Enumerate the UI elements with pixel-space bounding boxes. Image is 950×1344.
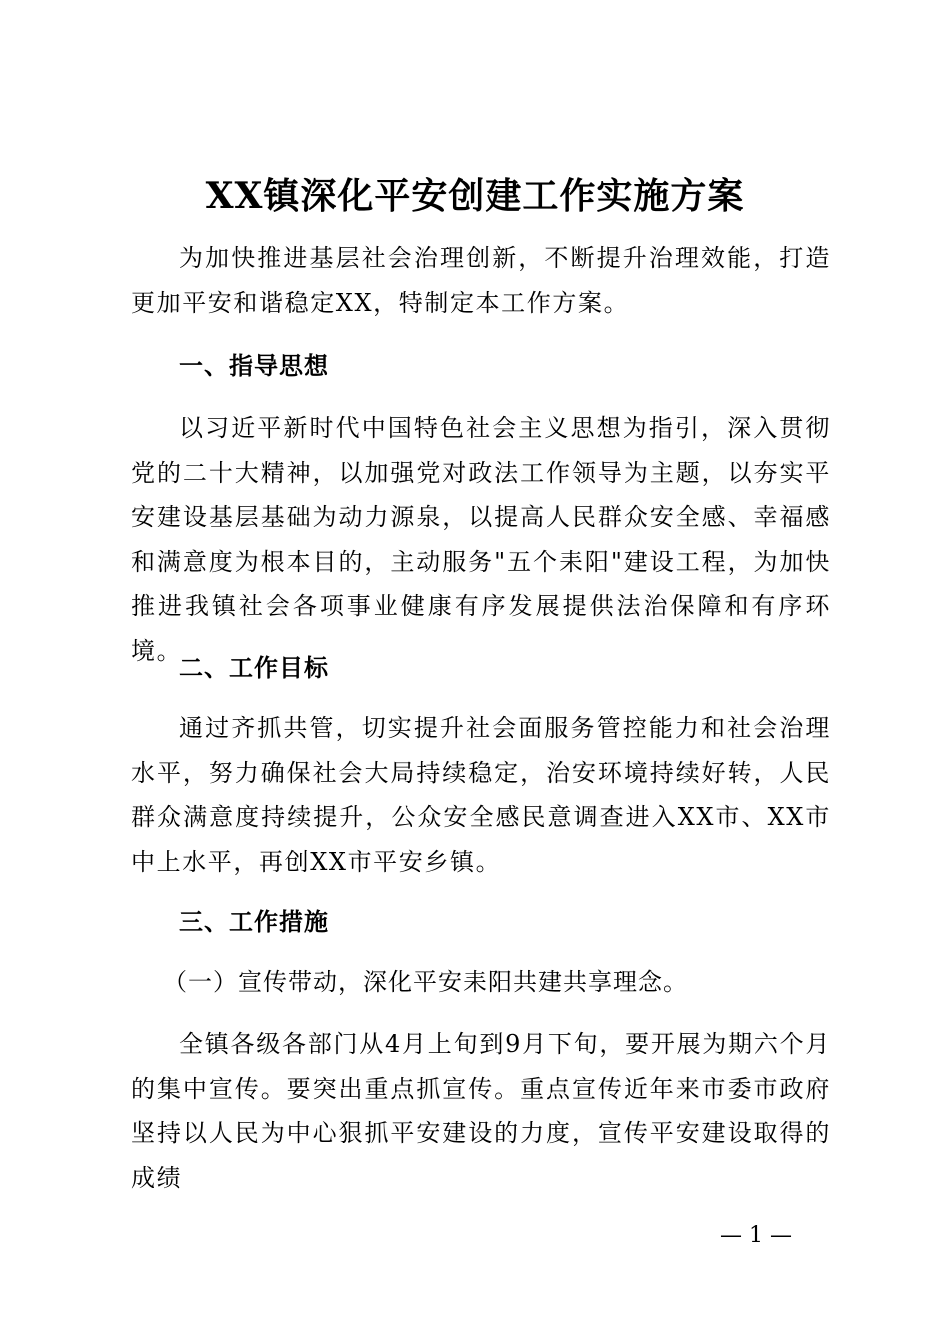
subsection-heading-publicity: （一）宣传带动，深化平安耒阳共建共享理念。 — [163, 968, 688, 996]
section-heading-work-goals: 二、工作目标 — [179, 654, 329, 682]
page-number: — 1 — — [720, 1223, 792, 1248]
guiding-ideology-paragraph: 以习近平新时代中国特色社会主义思想为指引，深入贯彻党的二十大精神，以加强党对政法工作领导为主题，以夯实平安建设基层基础为动力源泉，以提高人民群众安全感、幸福感和满意度为根本目的，主动服务"五个耒阳"建设工程，为加快推进我镇社会各项事业健康有序发展提供法治保障和有序环境。 — [131, 414, 831, 665]
intro-paragraph: 为加快推进基层社会治理创新，不断提升治理效能，打造更加平安和谐稳定XX，特制定本工作方案。 — [131, 244, 831, 317]
document-title: XX镇深化平安创建工作实施方案 — [205, 175, 745, 217]
section-heading-work-measures: 三、工作措施 — [179, 908, 329, 936]
publicity-paragraph: 全镇各级各部门从4月上旬到9月下旬，要开展为期六个月的集中宣传。要突出重点抓宣传。重点宣传近年来市委市政府坚持以人民为中心狠抓平安建设的力度，宣传平安建设取得的成绩 — [131, 1030, 831, 1192]
work-goals-paragraph: 通过齐抓共管，切实提升社会面服务管控能力和社会治理水平，努力确保社会大局持续稳定，治安环境持续好转，人民群众满意度持续提升，公众安全感民意调查进入XX市、XX市中上水平，再创XX市平安乡镇。 — [131, 714, 831, 876]
section-heading-guiding-ideology: 一、指导思想 — [179, 352, 329, 380]
